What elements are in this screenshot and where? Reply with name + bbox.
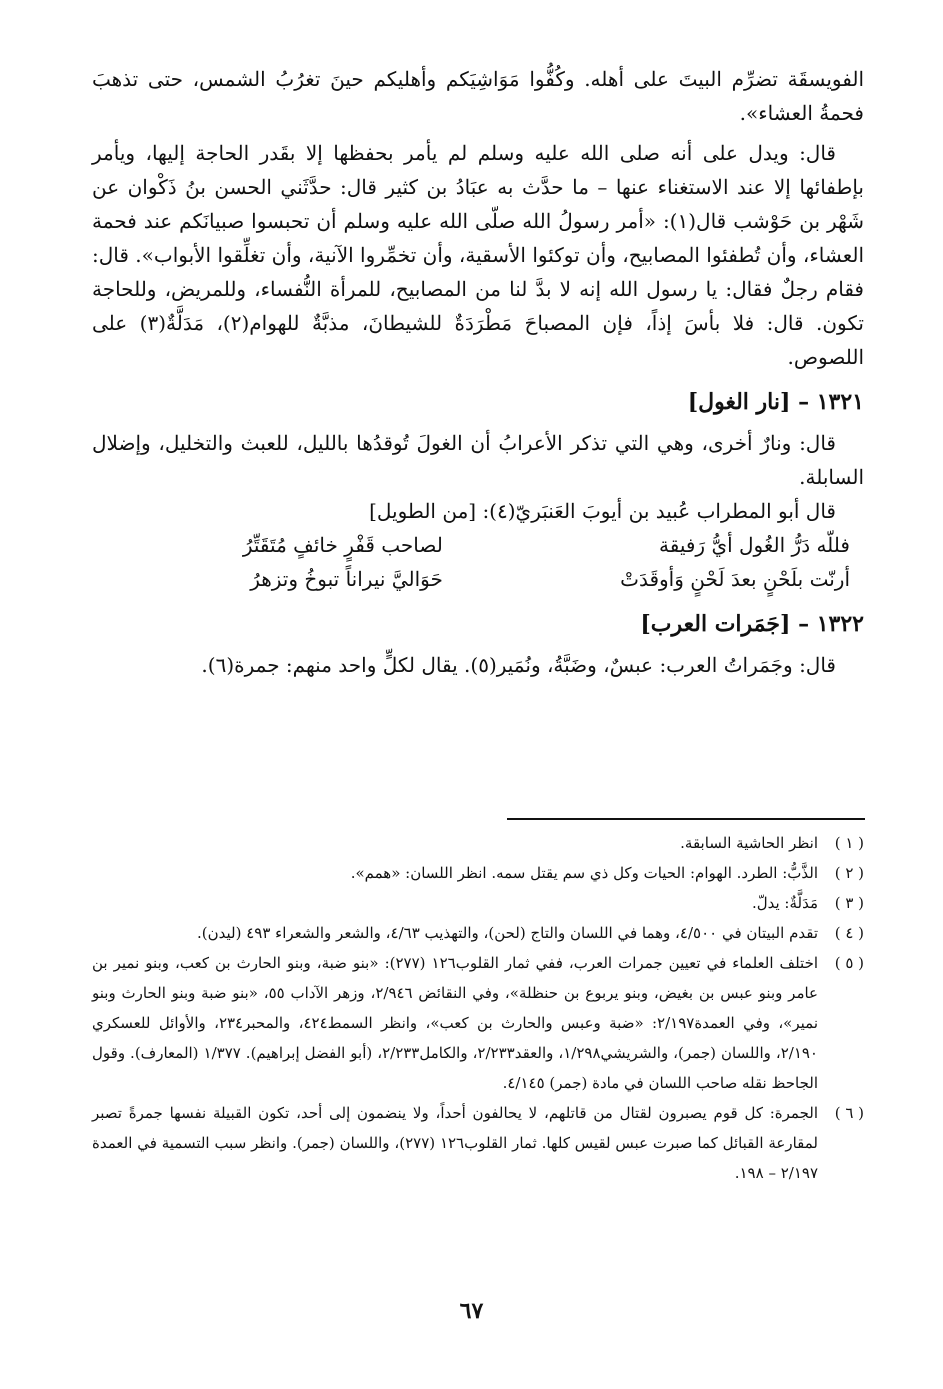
section-heading-1322: ١٣٢٢ – [جَمَرات العرب] [640, 611, 864, 637]
footnote-number: ( ٥ ) [834, 954, 864, 972]
footnote-4 [92, 918, 864, 948]
footnote-text: انظر الحاشية السابقة. [680, 834, 818, 852]
footnote-2 [92, 858, 864, 888]
section-heading-1321: ١٣٢١ – [نار الغول] [687, 389, 864, 415]
verse-1-first-hemistich: فللّه دَرُّ الغُول أيُّ رَفيقة [659, 533, 850, 557]
main-text [92, 62, 864, 682]
footnote-text: الجمرة: كل قوم يصبرون لقتال من قاتلهم، لا يحالفون أحداً، ولا ينضمون إلى أحد، تكون القبيلة نفسها جمرةً تصبر لمقارعة القبائل كما صبرت عبس لقيس كلها. ثمار القلوب١٢٦ (٢٧٧)، واللسان (جمر). وانظر سبب التسمية في العمدة ٢/١٩٧ – ١٩٨. [92, 1104, 819, 1182]
footnote-text: اختلف العلماء في تعيين جمرات العرب، ففي ثمار القلوب١٢٦ (٢٧٧): «بنو ضبة، وبنو الحارث بن كعب، وبنو نمير بن عامر وبنو عبس بن بغيض، وبنو يربوع بن حنظلة»، وفي النقائض ٢/٩٤٦، وزهر الآداب ٥٥، «بنو ضبة وبنو الحارث وبنو نمير»، وفي العمدة٢/١٩٧: «ضبة وعبس والحارث بن كعب»، وانظر السمط٤٢٤، والمحبر٢٣٤، والأوائل للعسكري ٢/١٩٠، واللسان (جمر)، والشريشي١/٢٩٨، والعقد٢/٢٣٣، والكامل٢/٢٣٣، (أبو الفضل إبراهيم). ١/٣٧٧ (المعارف). وقول الجاحظ نقله صاحب اللسان في مادة (جمر) ٤/١٤٥. [92, 954, 819, 1092]
paragraph-ghoul-fire: قال: ونارٌ أخرى، وهي التي تذكر الأعرابُ أن الغولَ تُوقدُها بالليل، للعبث والتخليل، وإضلال السابلة. [92, 431, 864, 489]
verse-introduction: قال أبو المطراب عُبيد بن أيوبَ العَنبَريّ(٤): [من الطويل] [369, 499, 836, 523]
verse-line-1 [92, 528, 864, 562]
footnote-5 [92, 948, 864, 1098]
footnote-text: الذَّبُّ: الطرد. الهوام: الحيات وكل ذي سم يقتل سمه. انظر اللسان: «همم». [350, 864, 818, 882]
footnote-text: مَدَلَّةٌ: يدلّ. [751, 894, 818, 912]
verse-2-first-hemistich: أرنّت بلَحْنٍ بعدَ لَحْنٍ وَأوقَدَتْ [620, 567, 850, 591]
verse-line-2 [92, 562, 864, 596]
paragraph-fire-hadith: قال: ويدل على أنه صلى الله عليه وسلم لم يأمر بحفظها إلا بقَدر الحاجة إليها، ويأمر بإطفائها إلا عند الاستغناء عنها – ما حدَّث به عبَادُ بن كثير قال: حدَّثَني الحسن بنُ ذَكْوان عن شَهْر بن حَوْشب قال(١): «أمر رسولُ الله صلّى الله عليه وسلم أن تحبسوا صبيانَكم عند فحمة العشاء، وأن تُطفئوا المصابيح، وأن توكئوا الأسقية، وأن تخمِّروا الآنية، وأن تغلِّقوا الأبواب». قال: فقام رجلٌ فقال: يا رسول الله إنه لا بدَّ لنا من المصابيح، للمرأة النُّفساء، وللمريض، وللحاجة تكون. قال: فلا بأسَ إذاً، فإن المصباحَ مَطْرَدَةٌ للشيطانَ، مذبَّةٌ للهوام(٢)، مَدَلَّةٌ(٣) على اللصوص. [91, 141, 865, 369]
footnote-number: ( ٦ ) [834, 1104, 864, 1122]
footnote-text: تقدم البيتان في ٤/٥٠٠، وهما في اللسان والتاج (لحن)، والتهذيب ٤/٦٣، والشعر والشعراء ٤٩٣ (ليدن). [197, 924, 818, 942]
footnote-number: ( ٢ ) [834, 864, 864, 882]
page-number: ٦٧ [459, 1298, 484, 1324]
footnote-separator [507, 818, 865, 820]
footnote-1 [92, 828, 864, 858]
paragraph-continuation: الفويسقَة تضرِّم البيتَ على أهله. وكُفُّوا مَوَاشِيَكم وأهليكم حينَ تغرُبُ الشمس، حتى تذهبَ فحمةُ العشاء». [92, 67, 864, 125]
footnote-number: ( ٣ ) [834, 894, 864, 912]
footnote-number: ( ٤ ) [834, 924, 864, 942]
verse-1-second-hemistich: لصاحب قَفْرٍ خائفٍ مُتَقَتِّرُ [242, 533, 443, 557]
footnote-3 [92, 888, 864, 918]
footnotes [92, 828, 864, 1188]
footnote-6 [92, 1098, 864, 1188]
verse-2-second-hemistich: حَوَاليَّ نيراناً تبوخُ وتزهرُ [250, 567, 443, 591]
paragraph-arab-embers: قال: وجَمَراتُ العرب: عبسٌ، وضَبَّةُ، ونُمَير(٥). يقال لكلٍّ واحد منهم: جمرة(٦). [201, 653, 836, 677]
footnote-number: ( ١ ) [834, 834, 864, 852]
